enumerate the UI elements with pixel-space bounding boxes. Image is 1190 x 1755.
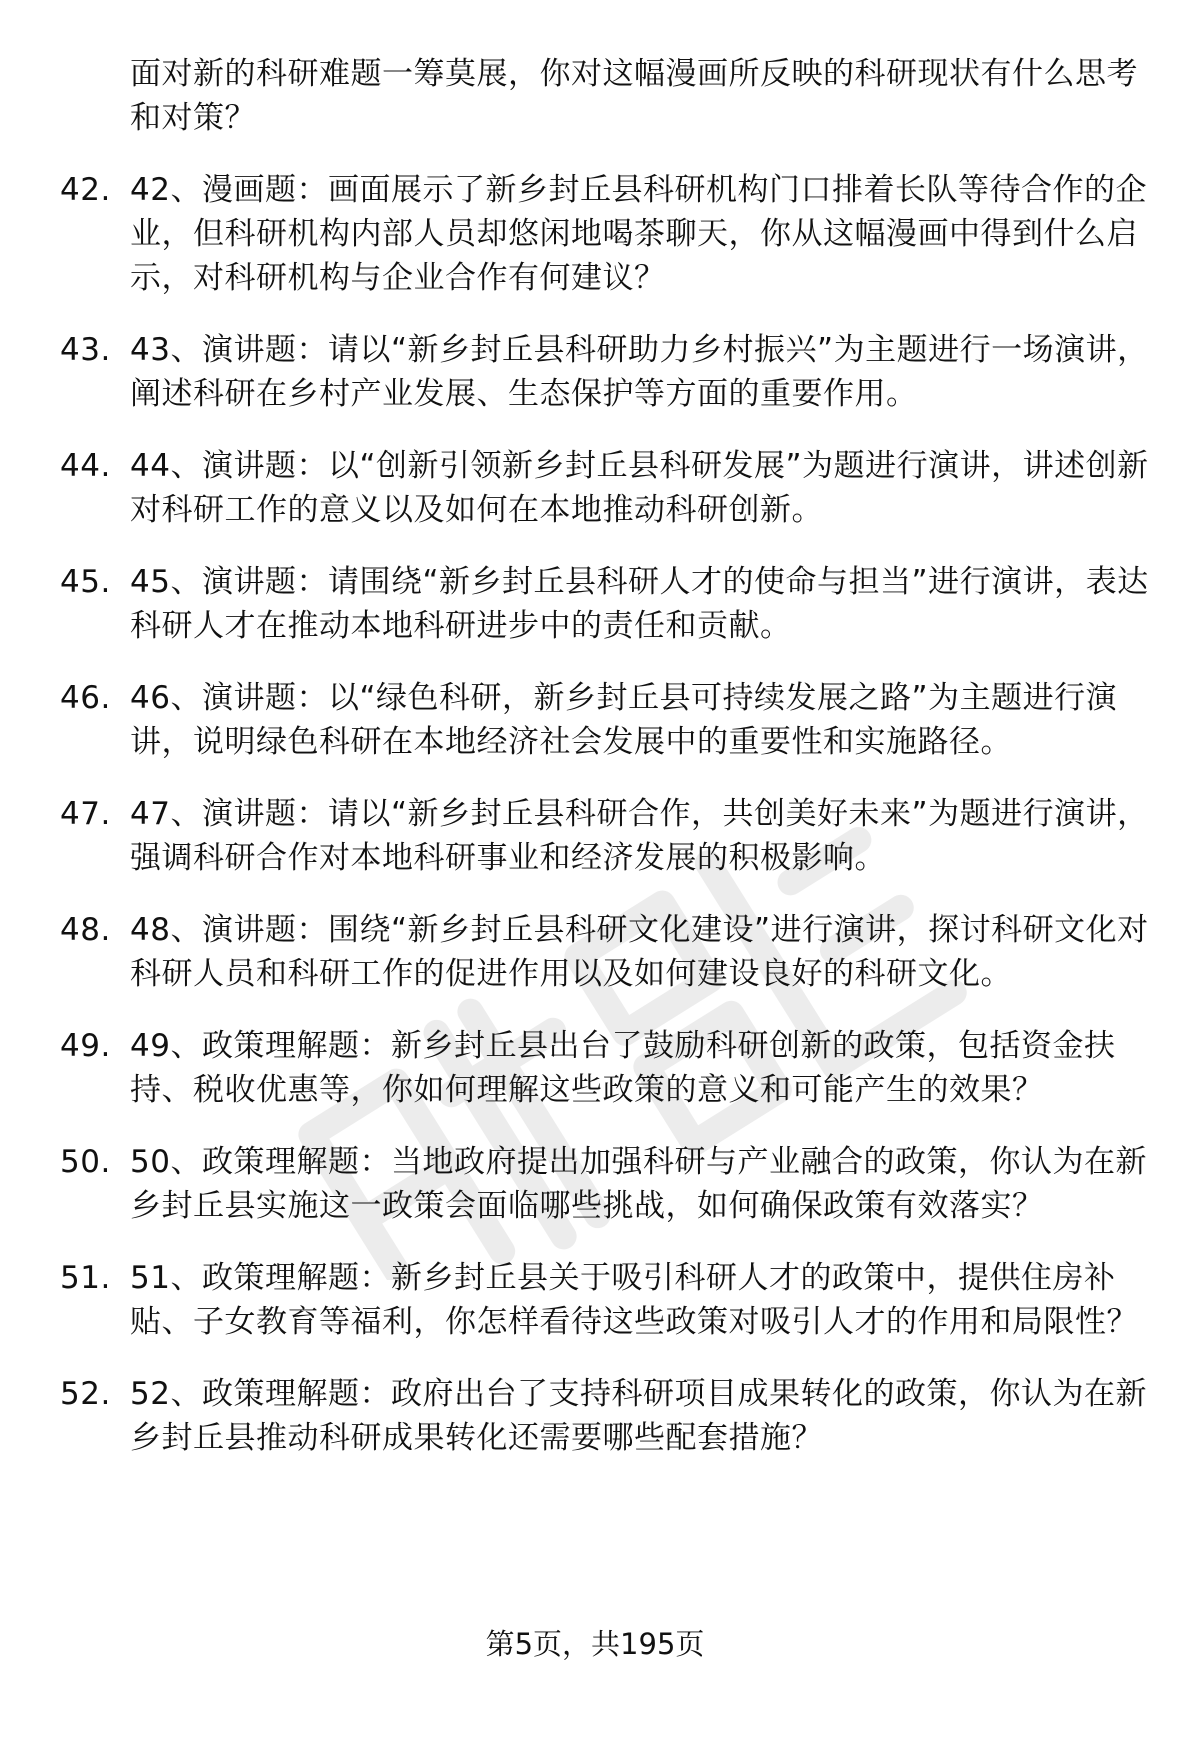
item-text: 45、演讲题：请围绕“新乡封丘县科研人才的使命与担当”进行演讲，表达科研人才在推动本地科研进步中的责任和贡献。 <box>130 564 1149 644</box>
list-item <box>60 908 1150 996</box>
list-item <box>60 560 1150 648</box>
item-number: 52. <box>60 1376 111 1412</box>
item-text: 51、政策理解题：新乡封丘县关于吸引科研人才的政策中，提供住房补贴、子女教育等福利，你怎样看待这些政策对吸引人才的作用和局限性？ <box>130 1260 1138 1340</box>
item-text: 52、政策理解题：政府出台了支持科研项目成果转化的政策，你认为在新乡封丘县推动科研成果转化还需要哪些配套措施？ <box>130 1376 1147 1456</box>
list-item <box>60 1256 1150 1344</box>
continued-question-text: 面对新的科研难题一筹莫展，你对这幅漫画所反映的科研现状有什么思考和对策？ <box>130 56 1138 136</box>
item-number: 44. <box>60 448 111 484</box>
list-item <box>60 676 1150 764</box>
list-item <box>60 444 1150 532</box>
list-item <box>60 1140 1150 1228</box>
list-item <box>60 792 1150 880</box>
page-number-footer: 第5页，共195页 <box>485 1627 705 1661</box>
item-text: 50、政策理解题：当地政府提出加强科研与产业融合的政策，你认为在新乡封丘县实施这一政策会面临哪些挑战，如何确保政策有效落实？ <box>130 1144 1147 1224</box>
item-number: 47. <box>60 796 111 832</box>
item-text: 47、演讲题：请以“新乡封丘县科研合作，共创美好未来”为题进行演讲，强调科研合作对本地科研事业和经济发展的积极影响。 <box>130 796 1149 876</box>
item-number: 51. <box>60 1260 111 1296</box>
item-text: 49、政策理解题：新乡封丘县出台了鼓励科研创新的政策，包括资金扶持、税收优惠等，你如何理解这些政策的意义和可能产生的效果？ <box>130 1028 1116 1108</box>
list-item <box>60 1372 1150 1460</box>
item-number: 45. <box>60 564 111 600</box>
list-item <box>60 168 1150 300</box>
item-text: 48、演讲题：围绕“新乡封丘县科研文化建设”进行演讲，探讨科研文化对科研人员和科研工作的促进作用以及如何建设良好的科研文化。 <box>130 912 1149 992</box>
item-number: 48. <box>60 912 111 948</box>
item-text: 43、演讲题：请以“新乡封丘县科研助力乡村振兴”为主题进行一场演讲，阐述科研在乡村产业发展、生态保护等方面的重要作用。 <box>130 332 1149 412</box>
item-text: 46、演讲题：以“绿色科研，新乡封丘县可持续发展之路”为主题进行演讲，说明绿色科研在本地经济社会发展中的重要性和实施路径。 <box>130 680 1118 760</box>
item-number: 43. <box>60 332 111 368</box>
item-number: 42. <box>60 172 111 208</box>
item-text: 44、演讲题：以“创新引领新乡封丘县科研发展”为题进行演讲，讲述创新对科研工作的意义以及如何在本地推动科研创新。 <box>130 448 1149 528</box>
list-item <box>60 1024 1150 1112</box>
question-list <box>60 52 1150 1488</box>
item-number: 46. <box>60 680 111 716</box>
item-number: 49. <box>60 1028 111 1064</box>
item-number: 50. <box>60 1144 111 1180</box>
item-text: 42、漫画题：画面展示了新乡封丘县科研机构门口排着长队等待合作的企业，但科研机构内部人员却悠闲地喝茶聊天，你从这幅漫画中得到什么启示，对科研机构与企业合作有何建议？ <box>130 172 1147 296</box>
list-item <box>60 328 1150 416</box>
